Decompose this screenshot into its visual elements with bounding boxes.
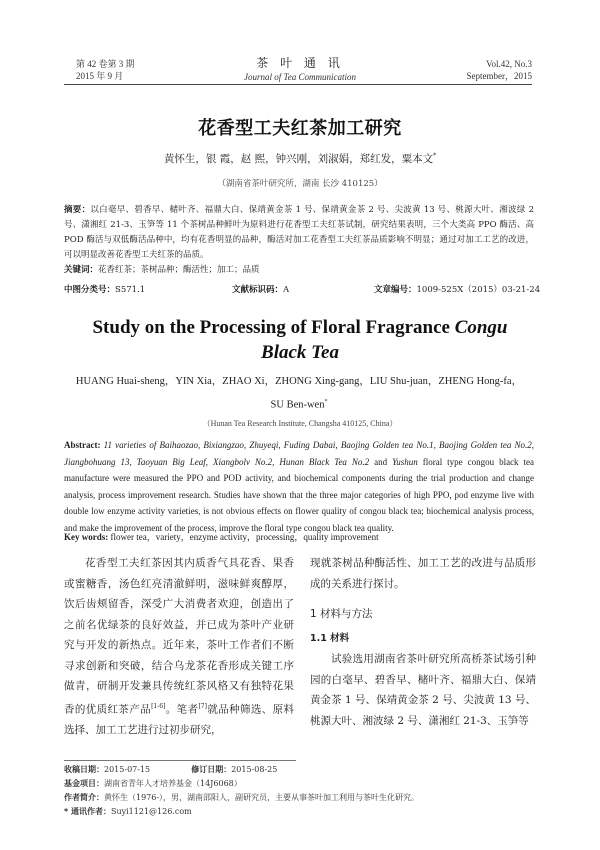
authors-en-line1: HUANG Huai-sheng，YIN Xia，ZHAO Xi，ZHONG Xing-gang，LIU Shu-juan，ZHENG Hong-fa， [75,376,523,387]
abstract-en-label: Abstract: [64,440,101,450]
abstract-en-and: and [369,456,393,467]
keywords-cn-label: 关键词： [64,265,99,275]
intro-paragraph [64,553,294,740]
affiliation-en: （Hunan Tea Research Institute, Changsha 410125, China） [202,419,398,428]
journal-name-en: Journal of Tea Communication [244,72,356,82]
footnote-dates: 收稿日期：2015-07-15 修订日期：2015-08-25 [64,765,278,774]
date-en: September，2015 [466,71,532,81]
received-date: 2015-07-15 [104,765,151,774]
volume-issue-cn: 第 42 卷第 3 期 [76,59,135,69]
abstract-cn-text: 以白毫早、碧香早、槠叶齐、福鼎大白、保靖黄金茶 1 号、保靖黄金茶 2 号、尖波黄 13 号、桃源大叶、湘波绿 2 号、潇湘红 21-3、玉笋等 11 个茶树品种鲜叶为原料进行花香型工夫红茶试制，研究结果表明，三个大类高 PPO 酶活、高 POD 酶活与双低酶活品种中，均有花香明显的品种，酶活对加工花香型工夫红茶品质影响不明显；通过对加工工艺的改进，可以明显改善花香型工夫红茶的品质。 [64,205,534,260]
paper-title-en [0,315,600,365]
abstract-en [64,437,534,536]
keywords-en-text: flower tea，variety，enzyme activity，processing，quality improvement [110,532,379,542]
footnote-rule [64,760,296,761]
document-code: 文献标识码：A [232,285,290,295]
intro-text-a: 花香型工夫红茶因其内质香气具花香、果香或蜜糖香，汤色红亮清澈鲜明，滋味鲜爽醇厚，饮后齿颊留香，深受广大消费者欢迎，创造出了之前名优绿茶的良好效益，并已成为茶叶产业研究与开发的新热点。近年来，茶叶工作者们不断寻求创新和突破，结合乌龙茶花香形成关键工序做青，研制开发兼具传统红茶风格又有独特花果香的优质红茶产品 [64,557,294,715]
intro-continuation: 现就茶树品种酶活性、加工工艺的改进与品质形成的关系进行探讨。 [310,557,536,590]
abstract-cn [64,203,534,278]
volume-issue-en: Vol.42, No.3 [486,59,532,69]
title-en-plain: Study on the Processing of Floral Fragrance [92,317,455,338]
keywords-en-label: Key words: [64,532,109,542]
keywords-cn: 花香红茶；茶树品种；酶活性；加工；品质 [98,265,260,275]
citation-2: [7] [198,702,207,710]
clc-number: 中图分类号：S571.1 [64,285,146,295]
affiliation-cn: （湖南省茶叶研究所，湖南 长沙 410125） [217,179,383,189]
footnote-author-bio: 作者简介：黄怀生（1976-），男，湖南邵阳人，副研究员，主要从事茶叶加工利用与茶叶生化研究。 [64,793,420,802]
corresponding-email: Suyi1121@126.com [110,807,192,816]
authors-cn-names: 黄怀生，银 霞，赵 熙，钟兴刚，刘淑娟，郑红发，粟本文 [163,153,434,165]
section-heading-1: 1 材料与方法 [310,608,373,620]
keywords-en [64,530,534,543]
revised-date: 2015-08-25 [231,765,278,774]
intro-text-b: 。笔者 [165,703,199,715]
footnote-fund: 基金项目：湖南省青年人才培养基金（14J6068） [64,779,242,788]
abstract-en-yushun: Yushun [392,456,418,467]
title-en-italic-1: Congu [454,317,508,338]
header-volume-en [467,58,533,82]
corresponding-mark-cn: * [433,152,437,160]
citation-1: [1-6] [151,702,166,710]
abstract-cn-label: 摘要： [64,205,91,215]
date-cn: 2015 年 9 月 [76,71,124,81]
corresponding-mark-en: * [324,399,328,405]
journal-name-cn: 茶 叶 通 讯 [256,56,344,70]
header-rule [64,84,532,85]
abstract-en-text: floral type congou black tea manufacture were measured the PPO and POD activity, and biochemical components during the trial production and change analysis, process improvement research. Studies have shown that the three major categories of high PPO, pod enzyme live with double low enzyme activity varieties, is not obvious effects on flower quality of congou black tea; biochemical analysis process, and make the improvement of the process, improve the floral type congou black tea quality. [64,456,535,533]
footnote-email: * 通讯作者：Suyi1121@126.com [64,807,192,816]
right-column [310,553,536,731]
article-number: 文章编号：1009-525X（2015）03-21-24 [374,285,541,295]
title-en-italic-2: Black Tea [261,342,339,363]
materials-text: 试验选用湖南省茶叶研究所高桥茶试场引种园的白毫早、碧香早、槠叶齐、福鼎大白、保靖黄金茶 1 号、保靖黄金茶 2 号、尖波黄 13 号、桃源大叶、湘波绿 2 号、潇湘红 21-3、玉笋等 [310,653,536,727]
authors-en [64,372,534,416]
subsection-heading-1-1: 1.1 材料 [310,632,350,644]
intro-text-c: 就品种筛选、原料选择、加工工艺进行过初步研究， [64,703,294,736]
authors-cn [0,151,600,166]
paper-title-cn: 花香型工夫红茶加工研究 [198,118,402,139]
authors-en-line2: SU Ben-wen [270,399,325,411]
abstract-en-varieties: 11 varieties of Baihaozao, Bixiangzao, Zhuyeqi, Fuding Dabai, Baojing Golden tea No.1, Baojing Golden tea No.2, Jiangbohuang 13, Taoyuan Big Leaf, Xiangbolv No.2, Hunan Black Tea No.2 [64,440,535,467]
